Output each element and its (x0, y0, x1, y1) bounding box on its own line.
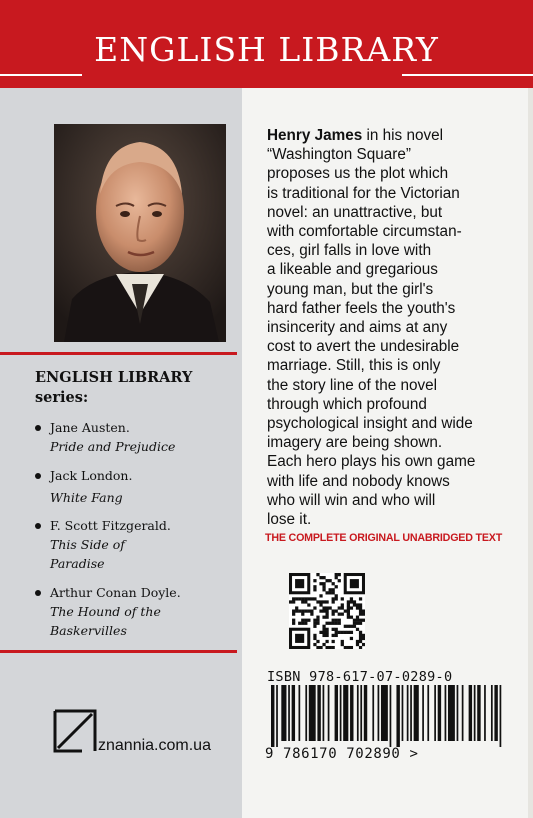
series-item-title-line2: Paradise (50, 556, 105, 571)
description-line: insincerity and aims at any (267, 319, 448, 337)
description-line: with life and nobody knows (267, 472, 450, 490)
left-panel-rule-bottom (0, 650, 237, 653)
series-item (35, 418, 240, 456)
description-line: novel: an unattractive, but (267, 203, 443, 221)
description-line: with comfortable circumstan- (267, 223, 462, 241)
barcode-icon (269, 685, 505, 747)
publisher-logo-icon (52, 708, 98, 754)
series-item-title-line1: The Hound of the (50, 604, 161, 619)
barcode (269, 685, 505, 752)
series-item-author: Jack London. (50, 468, 133, 483)
series-heading (35, 368, 235, 408)
description-line: hard father feels the youth's (267, 299, 456, 317)
description-line: marriage. Still, this is only (267, 357, 441, 375)
bullet-icon (35, 590, 41, 596)
bullet-icon (35, 473, 41, 479)
series-item (35, 466, 240, 507)
description-line-1: Henry James in his novel (267, 127, 444, 144)
description-line: young man, but the girl's (267, 280, 434, 298)
barcode-digits: 9 786170 702890 > (265, 746, 419, 762)
title-rule-right (402, 74, 533, 76)
qr-code (289, 573, 365, 654)
unabridged-note: THE COMPLETE ORIGINAL UNABRIDGED TEXT (265, 532, 503, 544)
description-line: “Washington Square” (267, 146, 411, 164)
publisher-logo (52, 708, 98, 759)
description-line: ces, girl falls in love with (267, 242, 432, 260)
series-item-title: White Fang (50, 490, 123, 505)
description-line: proposes us the plot which (267, 165, 449, 183)
description-line: is traditional for the Victorian (267, 184, 460, 202)
series-item-title-line1: This Side of (50, 537, 125, 552)
series-item-title-line2: Baskervilles (50, 623, 127, 638)
series-item-author: Arthur Conan Doyle. (50, 585, 181, 600)
description-line: who will win and who will (267, 491, 436, 509)
qr-code-icon (289, 573, 365, 649)
series-item-title: Pride and Prejudice (50, 439, 176, 454)
description-line: through which profound (267, 395, 427, 413)
series-title: ENGLISH LIBRARY (94, 30, 439, 69)
description-line: psychological insight and wide (267, 415, 473, 433)
description-line: a likeable and gregarious (267, 261, 438, 279)
series-item (35, 516, 240, 573)
author-name: Henry James (267, 127, 363, 144)
description-line: imagery are being shown. (267, 434, 443, 452)
description-line: cost to avert the undesirable (267, 338, 460, 356)
series-heading-title: ENGLISH LIBRARY (35, 369, 193, 386)
description-line: lose it. (267, 511, 312, 529)
book-description (267, 126, 515, 529)
description-line: Each hero plays his own game (267, 453, 476, 471)
series-item (35, 583, 240, 640)
author-portrait (54, 124, 226, 342)
series-item-author: F. Scott Fitzgerald. (50, 518, 171, 533)
isbn-label: ISBN 978-617-07-0289-0 (267, 669, 453, 685)
title-rule-left (0, 74, 82, 76)
series-heading-suffix: series: (35, 389, 89, 406)
portrait-image (54, 124, 226, 342)
series-item-author: Jane Austen. (50, 420, 130, 435)
page-edge (528, 88, 533, 818)
publisher-url: znannia.com.ua (98, 737, 211, 754)
bullet-icon (35, 523, 41, 529)
bullet-icon (35, 425, 41, 431)
description-line: the story line of the novel (267, 376, 438, 394)
left-panel-rule-top (0, 352, 237, 355)
